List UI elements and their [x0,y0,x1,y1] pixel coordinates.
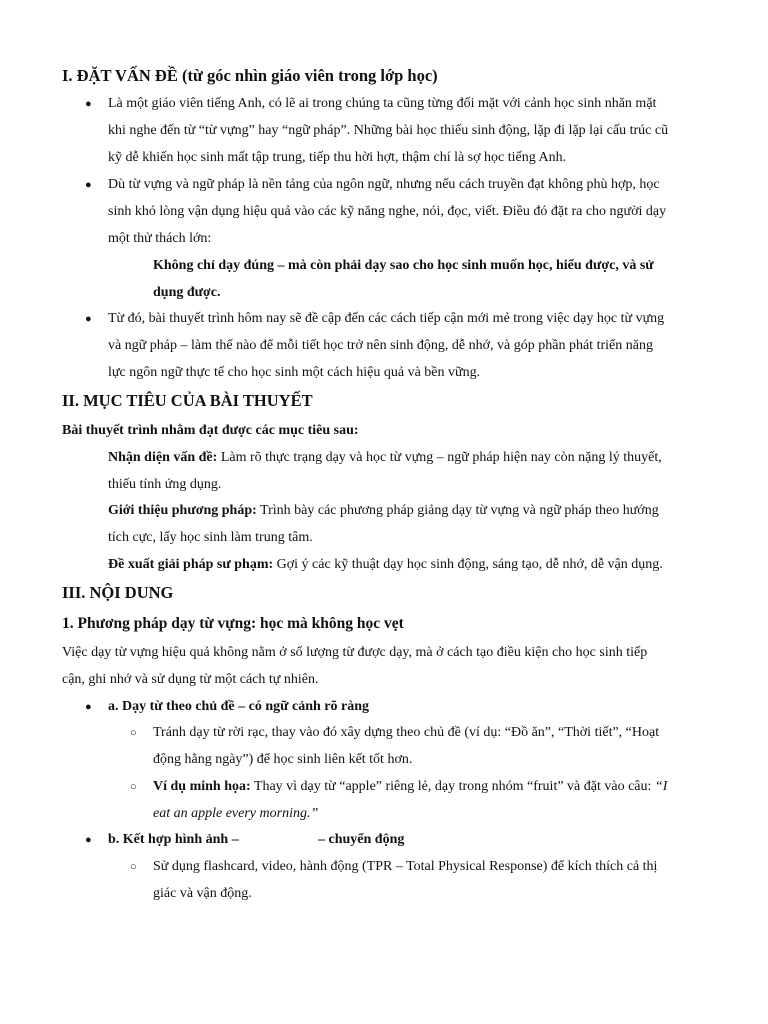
goal-label: Đề xuất giải pháp sư phạm: [108,557,274,572]
example-quote: eat an apple every morning.” [153,806,319,821]
goal-text: Gợi ý các kỹ thuật dạy học sinh động, sáng tạo, dễ nhớ, dễ vận dụng. [273,557,663,572]
section-3-title: III. NỘI DUNG [62,583,174,602]
example-label: Ví dụ minh họa: [153,779,251,794]
example-quote-cont [153,804,318,824]
goal-text: Trình bày các phương pháp giảng dạy từ vựng và ngữ pháp theo hướng [256,503,659,518]
paragraph-line: kỹ dễ khiến học sinh mất tập trung, tiếp thu hời hợt, thậm chí là sợ học tiếng Anh. [108,150,567,165]
item-b-title-part2: – chuyển động [318,832,405,847]
sub-bullet-icon: ○ [130,727,137,739]
goal-label: Nhận diện vấn đề: [108,450,218,465]
goal-item [108,555,663,575]
item-b-title-part1: b. Kết hợp hình ảnh – [108,832,239,847]
section-2-intro: Bài thuyết trình nhằm đạt được các mục tiêu sau: [62,423,359,438]
goal-text-cont: thiếu tính ứng dụng. [108,477,222,492]
goal-text: Làm rõ thực trạng dạy và học từ vựng – ngữ pháp hiện nay còn nặng lý thuyết, [217,450,662,465]
example-text: Thay vì dạy từ “apple” riêng lẻ, dạy trong nhóm “fruit” và đặt vào câu: [250,779,655,794]
sub-bullet-icon: ○ [130,861,137,873]
example-quote: “I [654,779,668,794]
section-2-title: II. MỤC TIÊU CỦA BÀI THUYẾT [62,391,313,410]
section-1-title: I. ĐẶT VẤN ĐỀ (từ góc nhìn giáo viên trong lớp học) [62,66,438,85]
paragraph-line: Dù từ vựng và ngữ pháp là nền tảng của ngôn ngữ, nhưng nếu cách truyền đạt không phù hợp, học [108,177,660,192]
paragraph-line: một thử thách lớn: [108,231,212,246]
subsection-1-title: 1. Phương pháp dạy từ vựng: học mà không học vẹt [62,615,404,632]
paragraph-line: Việc dạy từ vựng hiệu quả không nằm ở số lượng từ được dạy, mà ở cách tạo điều kiện cho học sinh tiếp [62,645,648,660]
paragraph-line: lực ngôn ngữ thực tế cho học sinh một cách hiệu quả và bền vững. [108,365,481,380]
goal-item [108,448,662,468]
paragraph-line: khi nghe đến từ “từ vựng” hay “ngữ pháp”. Những bài học thiếu sinh động, lặp đi lặp lại cấu trúc cũ [108,123,669,138]
paragraph-line: sinh khó lòng vận dụng hiệu quả vào các kỹ năng nghe, nói, đọc, viết. Điều đó đặt ra cho người dạy [108,204,667,219]
example-line [153,777,667,797]
paragraph-line: cận, ghi nhớ và sử dụng từ một cách tự nhiên. [62,672,319,687]
paragraph-line: và ngữ pháp – làm thế nào để mỗi tiết học trở nên sinh động, dễ nhớ, và góp phần phát triển năng [108,338,653,353]
paragraph-line: Là một giáo viên tiếng Anh, có lẽ ai trong chúng ta cũng từng đối mặt với cảnh học sinh nhăn mặt [108,96,657,111]
paragraph-line: động hằng ngày”) để học sinh liên kết tốt hơn. [153,752,413,767]
paragraph-line: Từ đó, bài thuyết trình hôm nay sẽ đề cập đến các cách tiếp cận mới mẻ trong việc dạy học từ vựng [108,311,665,326]
sub-bullet-icon: ○ [130,781,137,793]
bullet-icon: ● [85,313,92,325]
highlight-quote: Không chỉ dạy đúng – mà còn phải dạy sao cho học sinh muốn học, hiểu được, và sử [153,258,654,273]
paragraph-line: Sử dụng flashcard, video, hành động (TPR – Total Physical Response) để kích thích cả thị [153,859,658,874]
goal-item [108,501,659,521]
paragraph-line: Tránh dạy từ rời rạc, thay vào đó xây dựng theo chủ đề (ví dụ: “Đồ ăn”, “Thời tiết”, “Hoạt [153,725,660,740]
bullet-icon: ● [85,179,92,191]
bullet-icon: ● [85,98,92,110]
item-a-title: a. Dạy từ theo chủ đề – có ngữ cảnh rõ ràng [108,699,370,714]
goal-text-cont: tích cực, lấy học sinh làm trung tâm. [108,530,313,545]
paragraph-line: giác và vận động. [153,886,252,901]
highlight-quote: dụng được. [153,285,221,300]
goal-label: Giới thiệu phương pháp: [108,503,257,518]
bullet-icon: ● [85,834,92,846]
bullet-icon: ● [85,701,92,713]
